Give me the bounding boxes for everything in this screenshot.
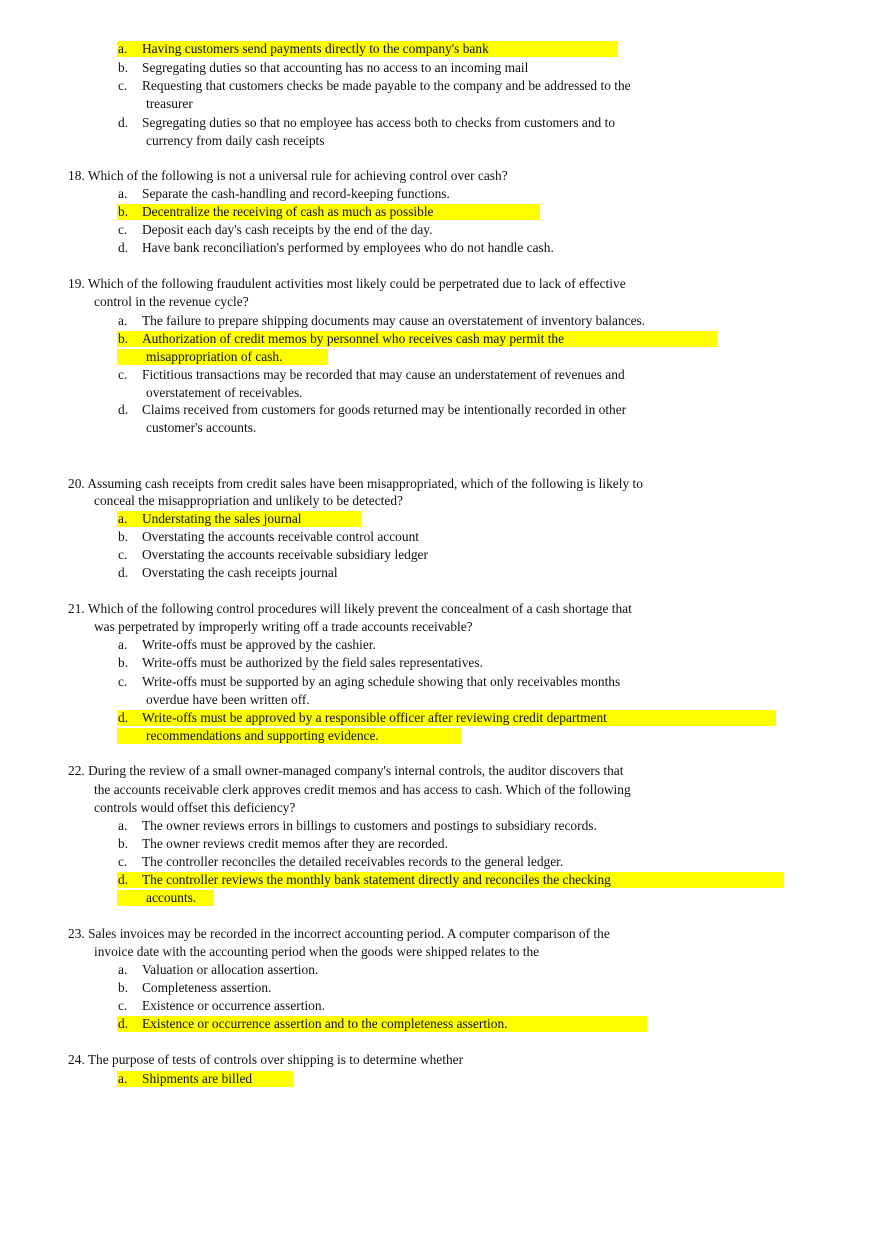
question-20-text-line2: conceal the misappropriation and unlikely to be detected? <box>94 493 403 508</box>
continued-option-d-text: Segregating duties so that no employee has access both to checks from customers and to <box>142 115 616 130</box>
question-18-text: 18. Which of the following is not a universal rule for achieving control over cash? <box>68 168 508 183</box>
q19-option-c-letter: c. <box>118 367 128 382</box>
question-24-text: 24. The purpose of tests of controls over shipping is to determine whether <box>68 1052 464 1067</box>
q18-option-b-text: Decentralize the receiving of cash as much as possible <box>142 204 434 219</box>
question-23-text-line2: invoice date with the accounting period when the goods were shipped relates to the <box>94 944 540 959</box>
continued-option-d-letter: d. <box>118 115 129 130</box>
q21-option-c-letter: c. <box>118 674 128 689</box>
q21-option-b-text: Write-offs must be authorized by the field sales representatives. <box>142 655 483 670</box>
q19-option-a-text: The failure to prepare shipping documents may cause an overstatement of inventory balances. <box>142 313 646 328</box>
q23-option-a-text: Valuation or allocation assertion. <box>142 962 319 977</box>
question-20-text: 20. Assuming cash receipts from credit sales have been misappropriated, which of the following is likely to <box>68 476 643 491</box>
q20-option-c-text: Overstating the accounts receivable subsidiary ledger <box>142 547 428 562</box>
q19-option-d-letter: d. <box>118 402 129 417</box>
q22-option-a-text: The owner reviews errors in billings to customers and postings to subsidiary records. <box>142 818 597 833</box>
q21-option-a-letter: a. <box>118 637 128 652</box>
q19-option-c-text: Fictitious transactions may be recorded that may cause an understatement of revenues and <box>142 367 625 382</box>
q22-option-c-letter: c. <box>118 854 128 869</box>
q22-option-a-letter: a. <box>118 818 128 833</box>
q21-option-d-text-line2: recommendations and supporting evidence. <box>146 728 379 743</box>
q19-option-c-text-line2: overstatement of receivables. <box>146 385 303 400</box>
q23-option-b-text: Completeness assertion. <box>142 980 272 995</box>
q23-option-a-letter: a. <box>118 962 128 977</box>
q18-option-a-letter: a. <box>118 186 128 201</box>
q22-option-b-letter: b. <box>118 836 129 851</box>
q18-option-a-text: Separate the cash-handling and record-keeping functions. <box>142 186 450 201</box>
q22-option-d-letter: d. <box>118 872 129 887</box>
question-21-text-line2: was perpetrated by improperly writing off a trade accounts receivable? <box>94 619 473 634</box>
q19-option-b-text: Authorization of credit memos by personnel who receives cash may permit the <box>142 331 565 346</box>
question-19-text: 19. Which of the following fraudulent activities most likely could be perpetrated due to lack of effective <box>68 276 626 291</box>
q21-option-d-letter: d. <box>118 710 129 725</box>
continued-option-b-letter: b. <box>118 60 129 75</box>
question-22-text: 22. During the review of a small owner-managed company's internal controls, the auditor discovers that <box>68 763 624 778</box>
q18-option-d-letter: d. <box>118 240 129 255</box>
q23-option-d-text: Existence or occurrence assertion and to the completeness assertion. <box>142 1016 508 1031</box>
question-19-text-line2: control in the revenue cycle? <box>94 294 249 309</box>
q22-option-b-text: The owner reviews credit memos after they are recorded. <box>142 836 448 851</box>
q21-option-c-text: Write-offs must be supported by an aging schedule showing that only receivables months <box>142 674 621 689</box>
q20-option-d-letter: d. <box>118 565 129 580</box>
q21-option-c-text-line2: overdue have been written off. <box>146 692 310 707</box>
q20-option-a-letter: a. <box>118 511 128 526</box>
continued-option-d-text-line2: currency from daily cash receipts <box>146 133 325 148</box>
q20-option-b-text: Overstating the accounts receivable control account <box>142 529 419 544</box>
q20-option-c-letter: c. <box>118 547 128 562</box>
q18-option-c-letter: c. <box>118 222 128 237</box>
q24-option-a-letter: a. <box>118 1071 128 1086</box>
q23-option-c-letter: c. <box>118 998 128 1013</box>
q19-option-a-letter: a. <box>118 313 128 328</box>
q21-option-b-letter: b. <box>118 655 129 670</box>
q20-option-b-letter: b. <box>118 529 129 544</box>
question-22-text-line3: controls would offset this deficiency? <box>94 800 296 815</box>
q19-option-b-letter: b. <box>118 331 129 346</box>
q19-option-b-text-line2: misappropriation of cash. <box>146 349 283 364</box>
continued-option-c-text: Requesting that customers checks be made payable to the company and be addressed to the <box>142 78 631 93</box>
q19-option-d-text: Claims received from customers for goods returned may be intentionally recorded in other <box>142 402 627 417</box>
q20-option-a-text: Understating the sales journal <box>142 511 302 526</box>
continued-option-a-text: Having customers send payments directly to the company's bank <box>142 41 489 56</box>
q23-option-d-letter: d. <box>118 1016 129 1031</box>
continued-option-c-letter: c. <box>118 78 128 93</box>
q21-option-a-text: Write-offs must be approved by the cashier. <box>142 637 376 652</box>
question-23-text: 23. Sales invoices may be recorded in the incorrect accounting period. A computer comparison of the <box>68 926 610 941</box>
question-21-text: 21. Which of the following control procedures will likely prevent the concealment of a cash shortage that <box>68 601 632 616</box>
q22-option-c-text: The controller reconciles the detailed receivables records to the general ledger. <box>142 854 564 869</box>
continued-option-a-letter: a. <box>118 41 128 56</box>
q22-option-d-text-line2: accounts. <box>146 890 197 905</box>
q18-option-b-letter: b. <box>118 204 129 219</box>
continued-option-b-text: Segregating duties so that accounting has no access to an incoming mail <box>142 60 529 75</box>
q24-option-a-text: Shipments are billed <box>142 1071 253 1086</box>
q23-option-c-text: Existence or occurrence assertion. <box>142 998 325 1013</box>
question-22-text-line2: the accounts receivable clerk approves credit memos and has access to cash. Which of the following <box>94 782 631 797</box>
q22-option-d-text: The controller reviews the monthly bank statement directly and reconciles the checking <box>142 872 611 887</box>
q21-option-d-text: Write-offs must be approved by a responsible officer after reviewing credit department <box>142 710 607 725</box>
q23-option-b-letter: b. <box>118 980 129 995</box>
q19-option-d-text-line2: customer's accounts. <box>146 420 257 435</box>
continued-option-c-text-line2: treasurer <box>146 96 193 111</box>
q20-option-d-text: Overstating the cash receipts journal <box>142 565 338 580</box>
q18-option-c-text: Deposit each day's cash receipts by the end of the day. <box>142 222 433 237</box>
q18-option-d-text: Have bank reconciliation's performed by employees who do not handle cash. <box>142 240 554 255</box>
